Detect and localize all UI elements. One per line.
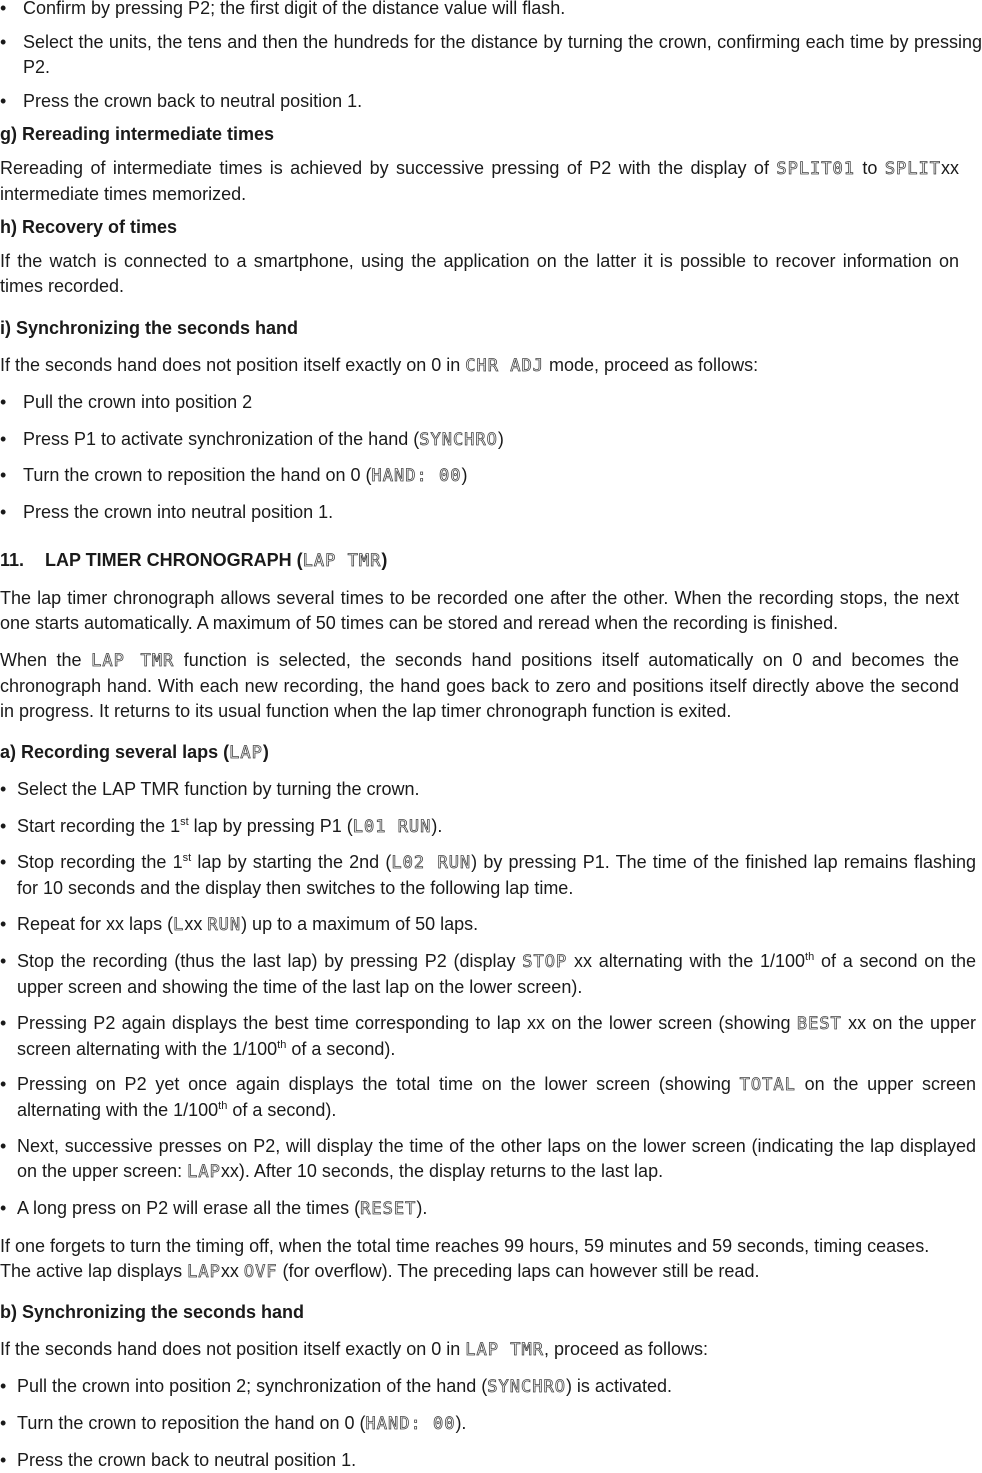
bullet: • <box>0 1136 7 1156</box>
bullet: • <box>0 852 7 872</box>
list-item: • Pull the crown into position 2 <box>0 390 982 415</box>
paragraph: If the seconds hand does not position itself exactly on 0 in CHR ADJ mode, proceed as follows: <box>0 355 759 376</box>
bullet: • <box>0 465 7 485</box>
bullet: • <box>0 779 7 799</box>
lcd-label: L01 RUN <box>352 817 432 837</box>
lcd-label: STOP <box>522 952 568 972</box>
lcd-label: HAND: 00 <box>371 466 462 486</box>
list-item: • Press the crown back to neutral position 1. <box>0 1448 976 1473</box>
list-item: • Stop the recording (thus the last lap) by pressing P2 (display STOP xx alternating with the 1/100th of a second on the upper screen and showing the time of the last lap on the lower screen). <box>0 951 976 997</box>
lcd-label: RUN <box>207 915 242 935</box>
lcd-label: HAND: 00 <box>365 1414 456 1434</box>
list-item: • A long press on P2 will erase all the times (RESET). <box>0 1198 428 1219</box>
paragraph: If one forgets to turn the timing off, when the total time reaches 99 hours, 59 minutes and 59 seconds, timing ceases. The active lap displays LAPxx OVF (for overflow). The preceding laps can however still be read. <box>0 1236 930 1282</box>
section-heading-g: g) Rereading intermediate times <box>0 124 275 144</box>
section-heading-a: a) Recording several laps (LAP) <box>0 742 269 763</box>
list-item: • Pull the crown into position 2; synchronization of the hand (SYNCHRO) is activated. <box>0 1376 672 1397</box>
list-item: • Turn the crown to reposition the hand on 0 (HAND: 00) <box>0 465 468 486</box>
list-item: • Press the crown back to neutral position 1. <box>0 89 982 114</box>
bullet: • <box>0 429 7 449</box>
bullet: • <box>0 1198 7 1218</box>
lcd-label: SYNCHRO <box>419 430 498 450</box>
bullet: • <box>0 914 7 934</box>
list-item: • Repeat for xx laps (Lxx RUN) up to a maximum of 50 laps. <box>0 914 479 935</box>
lcd-label: SYNCHRO <box>487 1377 566 1397</box>
bullet: • <box>0 392 7 412</box>
paragraph: The lap timer chronograph allows several times to be recorded one after the other. When the recording stops, the next one starts automatically. A maximum of 50 times can be stored and reread when the recording is finished. <box>0 588 959 633</box>
lcd-label: SPLIT01 <box>776 159 855 179</box>
list-item: • Start recording the 1st lap by pressing P1 (L01 RUN). <box>0 816 443 837</box>
list-item: • Next, successive presses on P2, will display the time of the other laps on the lower screen (indicating the lap displayed on the upper screen: LAPxx). After 10 seconds, the display returns to the last lap. <box>0 1136 976 1182</box>
bullet: • <box>0 1376 7 1396</box>
lcd-label: RESET <box>360 1199 417 1219</box>
lcd-label: LAP TMR <box>91 651 175 671</box>
paragraph: If the watch is connected to a smartphone, using the application on the latter it is possible to recover information on times recorded. <box>0 251 959 296</box>
list-item: • Press P1 to activate synchronization of the hand (SYNCHRO) <box>0 429 504 450</box>
section-heading-b: b) Synchronizing the seconds hand <box>0 1302 305 1322</box>
lcd-label: BEST <box>796 1014 842 1034</box>
list-item: • Select the LAP TMR function by turning the crown. <box>0 777 976 802</box>
lcd-label: OVF <box>243 1262 278 1282</box>
lcd-label: LAP <box>187 1162 221 1182</box>
bullet: • <box>0 1013 7 1033</box>
list-item: • Press the crown into neutral position 1. <box>0 500 982 525</box>
section-heading-11: 11. LAP TIMER CHRONOGRAPH (LAP TMR) <box>0 550 388 571</box>
bullet: • <box>0 816 7 836</box>
lcd-label: CHR ADJ <box>465 356 544 376</box>
list-item: • Pressing P2 again displays the best time corresponding to lap xx on the lower screen (showing BEST xx on the upper screen alternating with the 1/100th of a second). <box>0 1013 976 1059</box>
lcd-label: L02 RUN <box>391 853 472 873</box>
bullet: • <box>0 1450 7 1470</box>
bullet: • <box>0 0 7 18</box>
section-heading-i: i) Synchronizing the seconds hand <box>0 318 299 338</box>
list-item: • Confirm by pressing P2; the first digit of the distance value will flash. <box>0 0 982 21</box>
paragraph: Rereading of intermediate times is achieved by successive pressing of P2 with the display of SPLIT01 to SPLITxx intermediate times memorized. <box>0 158 959 204</box>
bullet: • <box>0 1074 7 1094</box>
lcd-label: LAP <box>229 743 263 763</box>
bullet: • <box>0 1413 7 1433</box>
lcd-label: LAP TMR <box>302 551 382 571</box>
bullet: • <box>0 32 7 52</box>
lcd-label: SPLIT <box>884 159 941 179</box>
paragraph: When the LAP TMR function is selected, the seconds hand positions itself automatically on 0 and becomes the chronograph hand. With each new recording, the hand goes back to zero and positions itself directly above the second in progress. It returns to its usual function when the lap timer chronograph function is exited. <box>0 650 959 721</box>
list-item: • Turn the crown to reposition the hand on 0 (HAND: 00). <box>0 1413 467 1434</box>
lcd-label: LAP TMR <box>465 1340 544 1360</box>
bullet: • <box>0 951 7 971</box>
list-item: • Stop recording the 1st lap by starting the 2nd (L02 RUN) by pressing P1. The time of the finished lap remains flashing for 10 seconds and the display then switches to the following lap time. <box>0 852 976 898</box>
section-number: 11. <box>0 550 25 570</box>
list-item: • Select the units, the tens and then the hundreds for the distance by turning the crown, confirming each time by pressing P2. <box>0 32 982 77</box>
lcd-label: LAP <box>187 1262 221 1282</box>
bullet: • <box>0 502 7 522</box>
lcd-label: TOTAL <box>739 1075 796 1095</box>
list-item: • Pressing on P2 yet once again displays the total time on the lower screen (showing TOTAL on the upper screen alternating with the 1/100th of a second). <box>0 1074 976 1120</box>
lcd-label: L <box>173 915 185 935</box>
bullet: • <box>0 91 7 111</box>
section-heading-h: h) Recovery of times <box>0 217 178 237</box>
paragraph: If the seconds hand does not position itself exactly on 0 in LAP TMR, proceed as follows: <box>0 1339 709 1360</box>
